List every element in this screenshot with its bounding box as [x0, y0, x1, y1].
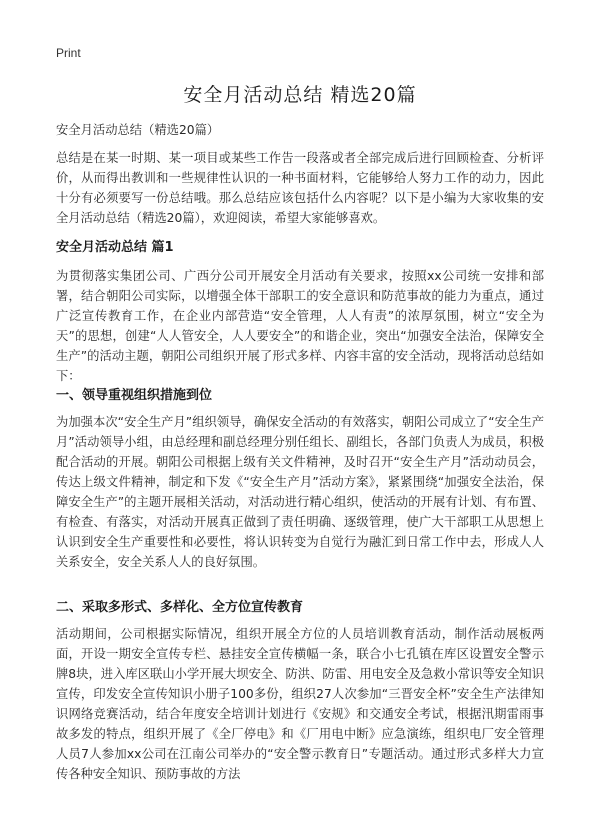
- document-title: 安全月活动总结 精选20篇: [183, 84, 417, 106]
- print-link[interactable]: Print: [56, 46, 81, 60]
- section-2-heading: 二、采取多形式、多样化、全方位宣传教育: [56, 600, 304, 615]
- intro-paragraph: 总结是在某一时期、某一项目或某些工作告一段落或者全部完成后进行回顾检查、分析评价，从而得出教训和一些规律性认识的一种书面材料，它能够给人努力工作的动力，因此十分有必须要写一份总结哦。那么总结应该包括什么内容呢？以下是小编为大家收集的安全月活动总结（精选20篇），欢迎阅读，希望大家能够喜欢。: [56, 151, 544, 225]
- paragraph-3: 活动期间，公司根据实际情况，组织开展全方位的人员培训教育活动，制作活动展板两面，开设一期安全宣传专栏、悬挂安全宣传横幅一条，联合小七孔镇在库区设置安全警示牌8块，进入库区联山小学开展大坝安全、防洪、防雷、用电安全及急救小常识等安全知识宣传，印发安全宣传知识小册子100多份，组织27人次参加“三晋安全杯”安全生产法律知识网络竞赛活动，结合年度安全培训计划进行《安规》和交通安全考试，根据汛期雷雨事故多发的特点，组织开展了《全厂停电》和《厂用电中断》应急演练，组织电厂安全管理人员7人参加xx公司在江南公司举办的“安全警示教育日”专题活动。通过形式多样大力宣传各种安全知识、预防事故的方法: [56, 627, 544, 781]
- section-1-heading: 一、领导重视组织措施到位: [56, 388, 213, 403]
- paragraph-2: 为加强本次“安全生产月”组织领导，确保安全活动的有效落实，朝阳公司成立了“安全生产月”活动领导小组，由总经理和副总经理分别任组长、副组长，各部门负责人为成员，积极配合活动的开展。朝阳公司根据上级有关文件精神，及时召开“安全生产月”活动动员会，传达上级文件精神，制定和下发《“安全生产月”活动方案》，紧紧围绕“加强安全法治，保障安全生产”的主题开展相关活动，对活动进行精心组织，使活动的开展有计划、有布置、有检查、有落实，对活动开展真正做到了责任明确、逐级管理，使广大干部职工从思想上认识到安全生产重要性和必要性，将认识转变为自觉行为融汇到日常工作中去，形成人人关系安全，安全关系人人的良好氛围。: [56, 415, 544, 569]
- document-subtitle: 安全月活动总结（精选20篇）: [56, 123, 220, 137]
- chapter-heading: 安全月活动总结 篇1: [56, 240, 174, 255]
- paragraph-1: 为贯彻落实集团公司、广西分公司开展安全月活动有关要求，按照xx公司统一安排和部署，结合朝阳公司实际，以增强全体干部职工的安全意识和防范事故的能力为重点，通过广泛宣传教育工作，在企业内部营造“安全管理，人人有责”的浓厚氛围，树立“安全为天”的思想，创建“人人管安全，人人要安全”的和谐企业，突出“加强安全法治，保障安全生产”的活动主题，朝阳公司组织开展了形式多样、内容丰富的安全活动，现将活动总结如下：: [56, 269, 544, 383]
